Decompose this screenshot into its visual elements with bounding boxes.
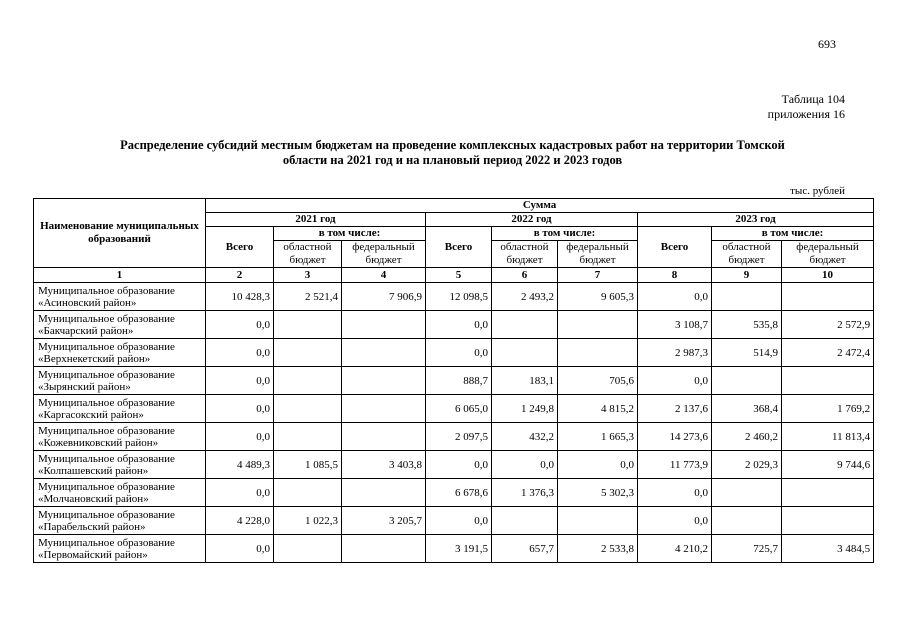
value-cell: 9 605,3 [558,283,638,311]
value-cell: 705,6 [558,367,638,395]
value-cell: 2 029,3 [712,451,782,479]
value-cell [274,423,342,451]
municipality-name-line: «Парабельский район» [38,520,146,533]
value-cell [712,283,782,311]
municipality-name [34,507,206,535]
title-line: области на 2021 год и на плановый период 2022 и 2023 годов [282,153,623,167]
header-federal: федеральный бюджет [558,241,638,268]
value-cell: 0,0 [206,367,274,395]
value-cell: 1 022,3 [274,507,342,535]
value-cell [558,339,638,367]
table-body [34,283,874,563]
value-cell: 0,0 [426,339,492,367]
value-cell [342,423,426,451]
table-row [34,395,874,423]
municipality-name [34,283,206,311]
value-cell: 657,7 [492,535,558,563]
value-cell [274,367,342,395]
column-number: 7 [558,268,638,283]
value-cell: 368,4 [712,395,782,423]
municipality-name-line: Муниципальное образование [38,368,175,381]
municipality-name [34,423,206,451]
value-cell: 0,0 [206,423,274,451]
header-federal: федеральный бюджет [342,241,426,268]
value-cell: 0,0 [492,451,558,479]
value-cell: 0,0 [638,367,712,395]
value-cell [558,311,638,339]
column-number: 5 [426,268,492,283]
header-regional: областной бюджет [712,241,782,268]
header-total: Всего [426,227,492,268]
value-cell: 4 489,3 [206,451,274,479]
value-cell: 12 098,5 [426,283,492,311]
municipality-name [34,311,206,339]
value-cell: 2 097,5 [426,423,492,451]
value-cell: 4 210,2 [638,535,712,563]
column-number: 9 [712,268,782,283]
value-cell: 11 813,4 [782,423,874,451]
value-cell [274,395,342,423]
value-cell: 0,0 [558,451,638,479]
municipality-name [34,395,206,423]
value-cell [342,339,426,367]
municipality-name-line: Муниципальное образование [38,424,175,437]
value-cell [782,507,874,535]
header-total: Всего [206,227,274,268]
value-cell [342,535,426,563]
table-label [768,92,845,122]
value-cell: 3 205,7 [342,507,426,535]
column-number: 10 [782,268,874,283]
municipality-name-line: Муниципальное образование [38,536,175,549]
value-cell: 2 493,2 [492,283,558,311]
value-cell [492,339,558,367]
value-cell: 0,0 [206,339,274,367]
header-federal: федеральный бюджет [782,241,874,268]
header-incl: в том числе: [492,227,638,241]
subsidy-table [33,198,874,563]
value-cell [782,367,874,395]
header-year-2022: 2022 год [426,213,638,227]
value-cell: 2 460,2 [712,423,782,451]
value-cell [492,311,558,339]
value-cell: 0,0 [426,507,492,535]
value-cell [274,479,342,507]
header-total: Всего [638,227,712,268]
header-year-2021: 2021 год [206,213,426,227]
municipality-name-line: «Верхнекетский район» [38,352,151,365]
municipality-name [34,451,206,479]
value-cell: 0,0 [206,311,274,339]
column-number: 1 [34,268,206,283]
column-number: 4 [342,268,426,283]
value-cell: 535,8 [712,311,782,339]
table-row [34,535,874,563]
value-cell: 1 665,3 [558,423,638,451]
value-cell: 6 065,0 [426,395,492,423]
header-incl: в том числе: [274,227,426,241]
value-cell: 514,9 [712,339,782,367]
value-cell: 0,0 [426,451,492,479]
municipality-name-line: Муниципальное образование [38,284,175,297]
column-number: 3 [274,268,342,283]
value-cell [342,367,426,395]
page-number: 693 [818,37,836,51]
value-cell: 3 403,8 [342,451,426,479]
municipality-name-line: Муниципальное образование [38,480,175,493]
municipality-name-line: Муниципальное образование [38,312,175,325]
municipality-name-line: Муниципальное образование [38,396,175,409]
header-regional: областной бюджет [274,241,342,268]
value-cell: 5 302,3 [558,479,638,507]
column-number: 8 [638,268,712,283]
header-sum: Сумма [206,199,874,213]
value-cell: 4 815,2 [558,395,638,423]
value-cell: 1 249,8 [492,395,558,423]
municipality-name-line: «Первомайский район» [38,548,148,561]
title-line: Распределение субсидий местным бюджетам на проведение комплексных кадастровых работ на территории Томской [120,138,785,152]
table-row [34,507,874,535]
value-cell: 0,0 [638,283,712,311]
value-cell: 2 572,9 [782,311,874,339]
value-cell [274,311,342,339]
value-cell: 2 521,4 [274,283,342,311]
column-numbers-row [34,268,874,283]
header-name-column: Наименование муниципальных образований [34,199,206,268]
value-cell: 0,0 [638,479,712,507]
table-row [34,367,874,395]
value-cell: 725,7 [712,535,782,563]
value-cell: 0,0 [206,535,274,563]
value-cell: 3 191,5 [426,535,492,563]
value-cell [342,311,426,339]
value-cell [342,395,426,423]
column-number: 2 [206,268,274,283]
value-cell [782,283,874,311]
value-cell [712,367,782,395]
value-cell: 0,0 [206,395,274,423]
municipality-name [34,339,206,367]
municipality-name-line: Муниципальное образование [38,452,175,465]
value-cell: 888,7 [426,367,492,395]
column-number: 6 [492,268,558,283]
municipality-name-line: Муниципальное образование [38,508,175,521]
units-label: тыс. рублей [790,185,845,197]
value-cell [782,479,874,507]
table-row [34,451,874,479]
value-cell: 9 744,6 [782,451,874,479]
value-cell: 4 228,0 [206,507,274,535]
value-cell: 2 533,8 [558,535,638,563]
table-row [34,311,874,339]
header-incl: в том числе: [712,227,874,241]
value-cell: 6 678,6 [426,479,492,507]
value-cell: 14 273,6 [638,423,712,451]
table-row [34,479,874,507]
table-row [34,423,874,451]
municipality-name-line: «Асиновский район» [38,296,137,309]
municipality-name-line: «Бакчарский район» [38,324,134,337]
municipality-name-line: «Зырянский район» [38,380,131,393]
value-cell [712,507,782,535]
table-label-line: Таблица 104 [781,92,845,106]
value-cell: 10 428,3 [206,283,274,311]
municipality-name-line: «Молчановский район» [38,492,149,505]
value-cell: 0,0 [638,507,712,535]
value-cell [492,507,558,535]
value-cell: 1 085,5 [274,451,342,479]
value-cell [274,339,342,367]
municipality-name [34,479,206,507]
value-cell [712,479,782,507]
header-year-2023: 2023 год [638,213,874,227]
value-cell: 3 108,7 [638,311,712,339]
municipality-name [34,367,206,395]
value-cell: 0,0 [206,479,274,507]
document-title [60,138,845,168]
value-cell: 432,2 [492,423,558,451]
value-cell [558,507,638,535]
header-regional: областной бюджет [492,241,558,268]
municipality-name-line: Муниципальное образование [38,340,175,353]
value-cell: 2 472,4 [782,339,874,367]
value-cell: 7 906,9 [342,283,426,311]
value-cell: 2 987,3 [638,339,712,367]
value-cell: 183,1 [492,367,558,395]
municipality-name [34,535,206,563]
value-cell: 11 773,9 [638,451,712,479]
value-cell: 1 769,2 [782,395,874,423]
value-cell: 3 484,5 [782,535,874,563]
table-label-line: приложения 16 [767,107,845,121]
value-cell: 2 137,6 [638,395,712,423]
municipality-name-line: «Каргасокский район» [38,408,144,421]
value-cell: 1 376,3 [492,479,558,507]
value-cell [274,535,342,563]
municipality-name-line: «Колпашевский район» [38,464,149,477]
value-cell: 0,0 [426,311,492,339]
value-cell [342,479,426,507]
table-row [34,339,874,367]
table-row [34,283,874,311]
municipality-name-line: «Кожевниковский район» [38,436,159,449]
